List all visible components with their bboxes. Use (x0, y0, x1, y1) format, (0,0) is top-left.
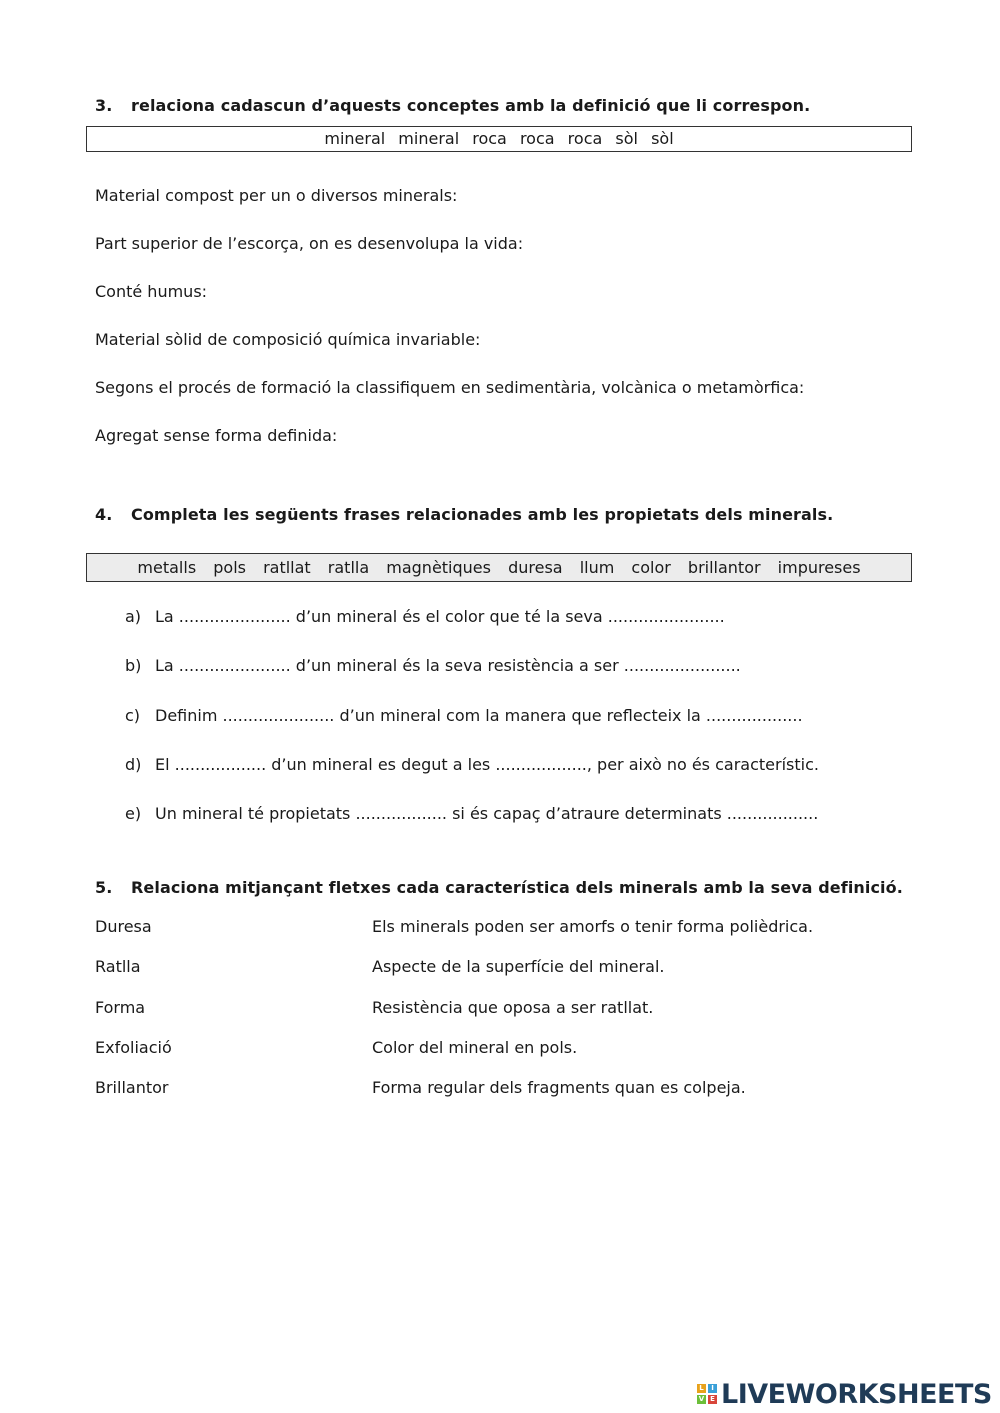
word-bank-item[interactable]: pols (213, 558, 246, 577)
match-term[interactable]: Duresa (95, 917, 152, 936)
sentence-text: Definim ...................... d’un mineral com la manera que reflecteix la ................... (155, 706, 803, 725)
match-term[interactable]: Brillantor (95, 1078, 169, 1097)
match-definition[interactable]: Forma regular dels fragments quan es colpeja. (372, 1078, 746, 1097)
fill-sentence-b[interactable] (125, 656, 741, 675)
word-bank-item[interactable]: brillantor (687, 558, 761, 577)
section-3-number: 3. (95, 96, 113, 115)
match-definition[interactable]: Color del mineral en pols. (372, 1038, 578, 1057)
word-bank-item[interactable]: roca (519, 129, 555, 148)
item-letter: b) (125, 656, 142, 675)
match-term[interactable]: Ratlla (95, 957, 141, 976)
sentence-text: La ...................... d’un mineral és la seva resistència a ser ....................... (155, 656, 741, 675)
word-bank-item[interactable]: mineral (324, 129, 386, 148)
word-bank-item[interactable]: roca (472, 129, 507, 148)
logo-mark-letter: E (708, 1395, 717, 1404)
logo-mark-letter: I (708, 1384, 717, 1393)
section-4-number: 4. (95, 505, 113, 524)
section-3-item: Agregat sense forma definida: (95, 426, 338, 445)
section-3-item: Conté humus: (95, 282, 208, 301)
word-bank-item[interactable]: metalls (137, 558, 197, 577)
section-4-heading (95, 505, 833, 524)
section-3-word-bank (86, 126, 912, 152)
section-3-heading (95, 96, 810, 115)
word-bank-item[interactable]: sòl (615, 129, 638, 148)
section-3-item: Part superior de l’escorça, on es desenvolupa la vida: (95, 234, 524, 253)
sentence-text: La ...................... d’un mineral és el color que té la seva ....................... (155, 607, 725, 626)
match-definition[interactable]: Aspecte de la superfície del mineral. (372, 957, 665, 976)
word-bank-item[interactable]: ratllat (263, 558, 311, 577)
section-3-title: relaciona cadascun d’aquests conceptes amb la definició que li correspon. (131, 96, 811, 115)
word-bank-item[interactable]: impureses (777, 558, 861, 577)
logo-mark-letter: V (698, 1395, 705, 1403)
word-bank-item[interactable]: mineral (398, 129, 460, 148)
sentence-text: El .................. d’un mineral es degut a les .................., per això no és característic. (155, 755, 819, 774)
section-3-item: Material compost per un o diversos minerals: (95, 186, 458, 205)
word-bank-item[interactable]: ratlla (327, 558, 370, 577)
liveworksheets-logo[interactable] (697, 1378, 992, 1410)
item-letter: e) (125, 804, 142, 823)
item-letter: c) (125, 706, 141, 725)
match-term[interactable]: Forma (95, 998, 146, 1017)
fill-sentence-c[interactable] (125, 706, 803, 725)
match-term[interactable]: Exfoliació (95, 1038, 172, 1057)
section-4-title: Completa les següents frases relacionades amb les propietats dels minerals. (131, 505, 834, 524)
sentence-text: Un mineral té propietats .................. si és capaç d’atraure determinats .................. (155, 804, 819, 823)
item-letter: a) (125, 607, 142, 626)
item-letter: d) (125, 755, 142, 774)
logo-mark-icon (697, 1384, 717, 1404)
match-definition[interactable]: Els minerals poden ser amorfs o tenir forma polièdrica. (372, 917, 814, 936)
section-5-heading (95, 878, 903, 897)
fill-sentence-a[interactable] (125, 607, 725, 626)
logo-text: LIVEWORKSHEETS (721, 1378, 992, 1410)
section-5-number: 5. (95, 878, 113, 897)
word-bank-item[interactable]: llum (579, 558, 615, 577)
word-bank-item[interactable]: sòl (651, 129, 674, 148)
section-5-title: Relaciona mitjançant fletxes cada característica dels minerals amb la seva definició. (131, 878, 903, 897)
section-3-item: Segons el procés de formació la classifiquem en sedimentària, volcànica o metamòrfica: (95, 378, 805, 397)
word-bank-item[interactable]: magnètiques (386, 558, 491, 577)
word-bank-item[interactable]: color (631, 558, 671, 577)
word-bank-item[interactable]: duresa (508, 558, 563, 577)
word-bank-item[interactable]: roca (567, 129, 603, 148)
section-4-word-bank (86, 553, 912, 582)
section-3-item: Material sòlid de composició química invariable: (95, 330, 481, 349)
logo-mark-letter: L (697, 1384, 706, 1393)
fill-sentence-d[interactable] (125, 755, 819, 774)
fill-sentence-e[interactable] (125, 804, 818, 823)
match-definition[interactable]: Resistència que oposa a ser ratllat. (372, 998, 654, 1017)
